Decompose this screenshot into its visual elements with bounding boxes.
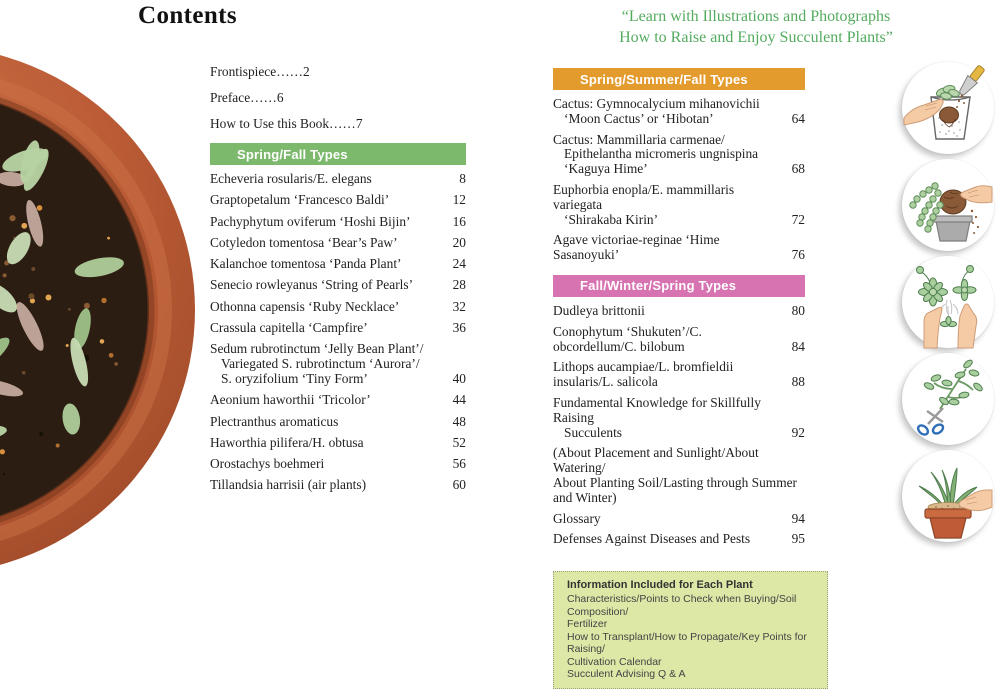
page-number: 56 <box>452 456 466 472</box>
toc-entry-line: Tillandsia harrisii (air plants) <box>210 477 367 493</box>
toc-entry <box>210 478 466 493</box>
toc-entry-line: Echeveria rosularis/E. elegans <box>210 171 372 186</box>
toc-entry <box>553 183 805 227</box>
toc-entry <box>210 257 466 272</box>
toc-entry-line: Pachyphytum oviferum ‘Hoshi Bijin’ <box>210 213 411 229</box>
toc-entry <box>553 396 805 440</box>
toc-entry-line: Euphorbia enopla/E. mammillaris variegata <box>553 181 735 212</box>
toc-entry-title <box>210 478 440 493</box>
toc-entry-title <box>553 304 779 319</box>
planting-in-pot-icon <box>902 450 994 542</box>
toc-right-column <box>553 68 805 689</box>
toc-entry-line: Agave victoriae-reginae ‘Hime Sasanoyuki’ <box>553 232 720 263</box>
filling-pot-with-soil-icon <box>902 62 994 154</box>
page-number: 24 <box>452 256 466 272</box>
page-number: 28 <box>452 277 466 293</box>
page-number: 80 <box>791 302 805 318</box>
toc-entry <box>553 512 805 527</box>
toc-entry-line: Epithelantha micromeris ungnispina ‘Kaguya Hime’ <box>564 146 759 177</box>
illustration-circle-cutting <box>902 353 994 445</box>
page-number: 44 <box>452 392 466 408</box>
page-number: 92 <box>791 424 805 440</box>
toc-entry <box>210 393 466 408</box>
info-box-line: Cultivation Calendar <box>567 655 662 668</box>
toc-entry-title <box>210 257 440 272</box>
section-spring-fall <box>210 143 466 493</box>
toc-entry-line: Succulents <box>564 424 623 440</box>
toc-entry <box>210 436 466 451</box>
info-box-title: Information Included for Each Plant <box>567 579 753 592</box>
toc-entry-line: Conophytum ‘Shukuten’/C. obcordellum/C. bilobum <box>553 323 702 354</box>
toc-entry-line: (About Placement and Sunlight/About Watering/ <box>553 445 759 476</box>
page-number: 76 <box>791 247 805 263</box>
toc-entry-line: Glossary <box>553 510 601 526</box>
toc-note <box>553 446 805 505</box>
toc-entry-title <box>553 133 779 177</box>
toc-entry-line: Plectranthus aromaticus <box>210 413 339 429</box>
toc-entry-line: Cotyledon tomentosa ‘Bear’s Paw’ <box>210 234 398 250</box>
toc-entry-title <box>553 325 779 355</box>
toc-entry-line: Sedum rubrotinctum ‘Jelly Bean Plant’/ <box>210 341 424 357</box>
section-header <box>210 143 466 165</box>
toc-entry-line: Lithops aucampiae/L. bromfieldii insularis/L. salicola <box>553 359 734 390</box>
info-box-line: Characteristics/Points to Check when Buying/Soil Composition/ <box>567 593 797 618</box>
toc-entry-line: Aeonium haworthii ‘Tricolor’ <box>210 392 371 408</box>
illustration-circle-division <box>902 256 994 348</box>
section-header-label: Spring/Fall Types <box>237 146 348 162</box>
page-number: 84 <box>791 338 805 354</box>
toc-left-column <box>210 64 466 500</box>
toc-entry-line: Senecio rowleyanus ‘String of Pearls’ <box>210 277 414 293</box>
illustration-circle-root-ball <box>902 159 994 251</box>
toc-entry-line: Variegated S. rubrotinctum ‘Aurora’/ <box>221 356 420 372</box>
toc-entry-line: ‘Shirakaba Kirin’ <box>564 211 659 227</box>
page-number: 48 <box>452 413 466 429</box>
succulent-pot-photo-art <box>0 46 195 574</box>
page-number: 88 <box>791 374 805 390</box>
page-number: 12 <box>452 192 466 208</box>
page-title: Contents <box>138 2 238 29</box>
toc-entry-line: Graptopetalum ‘Francesco Baldi’ <box>210 192 390 208</box>
toc-entry-line: Othonna capensis ‘Ruby Necklace’ <box>210 298 400 314</box>
toc-entry-title <box>553 183 779 227</box>
toc-entry-line: Crassula capitella ‘Campfire’ <box>210 320 368 336</box>
toc-entry-title <box>553 532 779 547</box>
toc-entry-line: Dudleya brittonii <box>553 302 645 318</box>
page-number: 32 <box>452 298 466 314</box>
toc-entry-line: Orostachys boehmeri <box>210 456 325 472</box>
toc-entry-title <box>210 393 440 408</box>
section-header-label: Spring/Summer/Fall Types <box>580 71 748 87</box>
toc-entry <box>210 193 466 208</box>
toc-entry <box>210 457 466 472</box>
page-number: 60 <box>452 477 466 493</box>
toc-entry-title <box>210 215 440 230</box>
section-header-label: Fall/Winter/Spring Types <box>580 278 737 294</box>
info-box-lines <box>567 593 814 681</box>
page-number: 20 <box>452 234 466 250</box>
page-number: 95 <box>791 531 805 547</box>
toc-entry-line: S. oryzifolium ‘Tiny Form’ <box>221 370 368 386</box>
page-number: 72 <box>791 211 805 227</box>
info-box-line: Succulent Advising Q & A <box>567 668 686 681</box>
illustration-circle-planting <box>902 450 994 542</box>
page-number: 68 <box>791 161 805 177</box>
toc-entry-title <box>210 236 440 251</box>
toc-entry-title <box>553 396 779 440</box>
front-matter-item: Frontispiece……2 <box>210 64 310 79</box>
toc-entry-line: ‘Moon Cactus’ or ‘Hibotan’ <box>564 110 714 126</box>
toc-entry-title <box>210 193 440 208</box>
front-matter-item: Preface……6 <box>210 90 284 105</box>
toc-entry-title <box>210 436 440 451</box>
section-entry-list <box>210 172 466 493</box>
section-entry-list <box>553 97 805 263</box>
page-number: 36 <box>452 320 466 336</box>
page-number: 40 <box>452 370 466 386</box>
page-number: 8 <box>459 171 466 186</box>
section-header <box>553 275 805 297</box>
toc-entry <box>553 360 805 390</box>
toc-entry-title <box>553 446 805 505</box>
toc-entry-title <box>553 97 779 127</box>
page-number: 64 <box>791 110 805 126</box>
toc-entry-line: Kalanchoe tomentosa ‘Panda Plant’ <box>210 256 402 272</box>
toc-entry <box>210 300 466 315</box>
front-matter-item: How to Use this Book……7 <box>210 116 363 131</box>
toc-entry-line: Cactus: Gymnocalycium mihanovichii <box>553 96 760 111</box>
lifting-root-ball-icon <box>902 159 994 251</box>
toc-entry <box>553 233 805 263</box>
toc-entry <box>553 304 805 319</box>
toc-entry-title <box>553 233 779 263</box>
toc-entry-title <box>210 342 440 386</box>
toc-entry <box>210 236 466 251</box>
section-fall-winter-spring <box>553 275 805 547</box>
toc-entry <box>210 342 466 386</box>
succulent-pot-photo <box>0 46 195 574</box>
front-matter-list <box>210 64 466 131</box>
toc-entry-title <box>210 415 440 430</box>
tagline <box>600 6 912 48</box>
toc-entry-title <box>210 172 440 187</box>
page-number: 94 <box>791 510 805 526</box>
toc-entry <box>210 321 466 336</box>
toc-entry-title <box>553 512 779 527</box>
section-entry-list <box>553 304 805 547</box>
toc-entry-line: Cactus: Mammillaria carmenae/ <box>553 131 725 147</box>
toc-entry-title <box>210 321 440 336</box>
toc-entry-line: Haworthia pilifera/H. obtusa <box>210 434 364 450</box>
toc-entry-title <box>210 300 440 315</box>
illustration-circle-filling-pot <box>902 62 994 154</box>
info-box-line: Fertilizer <box>567 618 608 631</box>
toc-entry-title <box>210 457 440 472</box>
toc-entry <box>553 133 805 177</box>
toc-entry <box>553 532 805 547</box>
info-box-line: How to Transplant/How to Propagate/Key Points for Raising/ <box>567 630 807 656</box>
toc-entry-line: About Planting Soil/Lasting through Summer and Winter) <box>553 474 798 505</box>
toc-entry <box>210 278 466 293</box>
stem-cutting-scissors-icon <box>902 353 994 445</box>
section-spring-summer-fall <box>553 68 805 263</box>
toc-entry <box>553 97 805 127</box>
section-header <box>553 68 805 90</box>
page-number: 16 <box>452 213 466 229</box>
tagline-line2: How to Raise and Enjoy Succulent Plants” <box>619 29 893 46</box>
tagline-line1: “Learn with Illustrations and Photographs <box>621 8 891 25</box>
toc-entry <box>210 215 466 230</box>
toc-entry-title <box>210 278 440 293</box>
toc-entry-line: Defenses Against Diseases and Pests <box>553 531 751 547</box>
toc-entry-title <box>553 360 779 390</box>
toc-entry <box>553 325 805 355</box>
page-number: 52 <box>452 434 466 450</box>
toc-entry-line: Fundamental Knowledge for Skillfully Raising <box>553 394 761 425</box>
toc-entry <box>210 415 466 430</box>
info-box <box>553 571 828 689</box>
toc-entry <box>210 172 466 187</box>
dividing-rosettes-icon <box>902 256 994 348</box>
